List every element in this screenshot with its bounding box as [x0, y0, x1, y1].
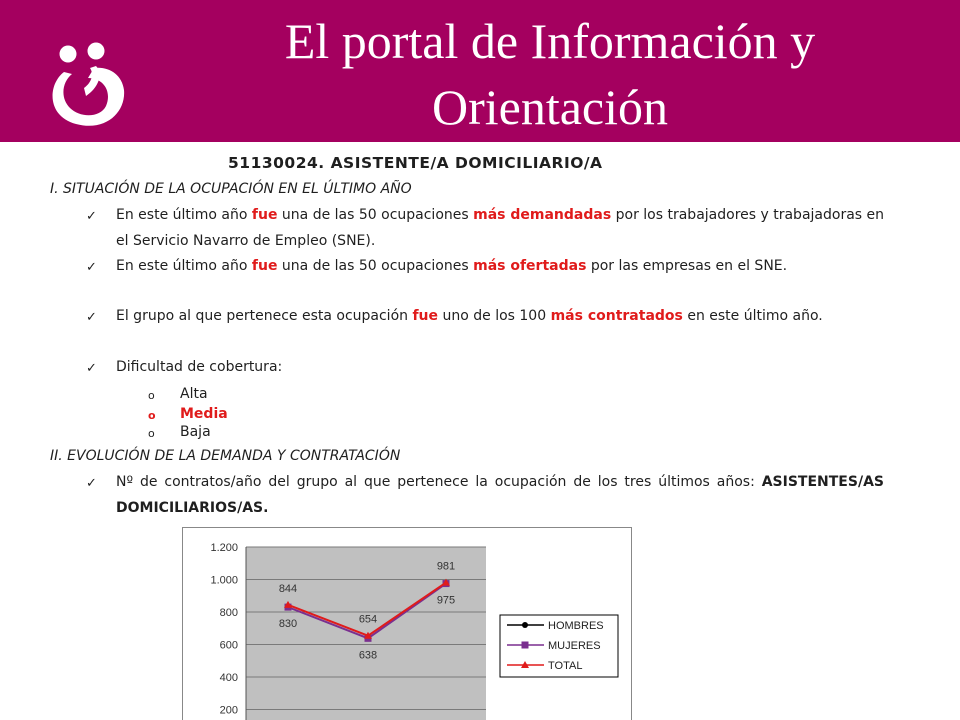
- legend-label: HOMBRES: [548, 620, 604, 632]
- bullet-coverage-difficulty: Dificultad de cobertura:: [116, 359, 283, 375]
- bullet-most-hired: El grupo al que pertenece esta ocupación fue uno de los 100 más contratados en este último año.: [116, 308, 823, 324]
- section-heading-1: I. SITUACIÓN DE LA OCUPACIÓN EN EL ÚLTIMO AÑO: [50, 181, 412, 197]
- bullet-contracts: Nº de contratos/año del grupo al que pertenece la ocupación de los tres últimos años: ASISTENTES/AS DOMICILIARIOS/AS.: [116, 474, 884, 516]
- check-icon: ✓: [86, 260, 97, 275]
- circle-bullet-icon: o: [148, 389, 155, 402]
- data-label-mujeres: 830: [278, 618, 298, 631]
- plot-area: [246, 547, 486, 720]
- check-icon: ✓: [86, 361, 97, 376]
- y-tick-label: 600: [219, 639, 238, 652]
- check-icon: ✓: [86, 209, 97, 224]
- circle-bullet-icon: o: [148, 409, 156, 422]
- y-tick-label: 200: [219, 704, 238, 717]
- header-banner: [0, 0, 960, 142]
- data-label-total: 981: [436, 560, 456, 573]
- legend: [500, 615, 618, 677]
- bullet-most-offered: En este último año fue una de las 50 ocupaciones más ofertadas por las empresas en el SNE.: [116, 258, 788, 274]
- y-tick-label: 800: [219, 607, 238, 619]
- occupation-code-title: 51130024. ASISTENTE/A DOMICILIARIO/A: [228, 154, 603, 172]
- y-tick-label: 1.200: [210, 542, 238, 554]
- contracts-line-chart: [182, 527, 632, 720]
- data-label-mujeres: 975: [436, 594, 456, 607]
- y-tick-label: 400: [219, 672, 238, 684]
- data-label-total: 654: [358, 613, 378, 626]
- data-label-total: 844: [278, 582, 298, 595]
- legend-label: TOTAL: [548, 660, 583, 672]
- check-icon: ✓: [86, 476, 97, 491]
- y-tick-label: 1.000: [210, 574, 238, 587]
- data-label-mujeres: 638: [358, 649, 378, 662]
- legend-marker: [522, 622, 528, 628]
- legend-label: MUJERES: [548, 640, 601, 652]
- check-icon: ✓: [86, 310, 97, 325]
- legend-marker: [522, 642, 529, 649]
- bullet-most-demanded: En este último año fue una de las 50 ocupaciones más demandadas por los trabajadores y trabajadoras en el Servicio Navarro de Empleo (SNE).: [116, 207, 885, 249]
- portal-logo-icon: [44, 38, 134, 130]
- page-title: [170, 8, 930, 140]
- section-heading-2: II. EVOLUCIÓN DE LA DEMANDA Y CONTRATACIÓN: [50, 448, 401, 464]
- title-line-2: Orientación: [431, 79, 668, 135]
- title-line-1: El portal de Información y: [284, 13, 816, 69]
- circle-bullet-icon: o: [148, 427, 155, 440]
